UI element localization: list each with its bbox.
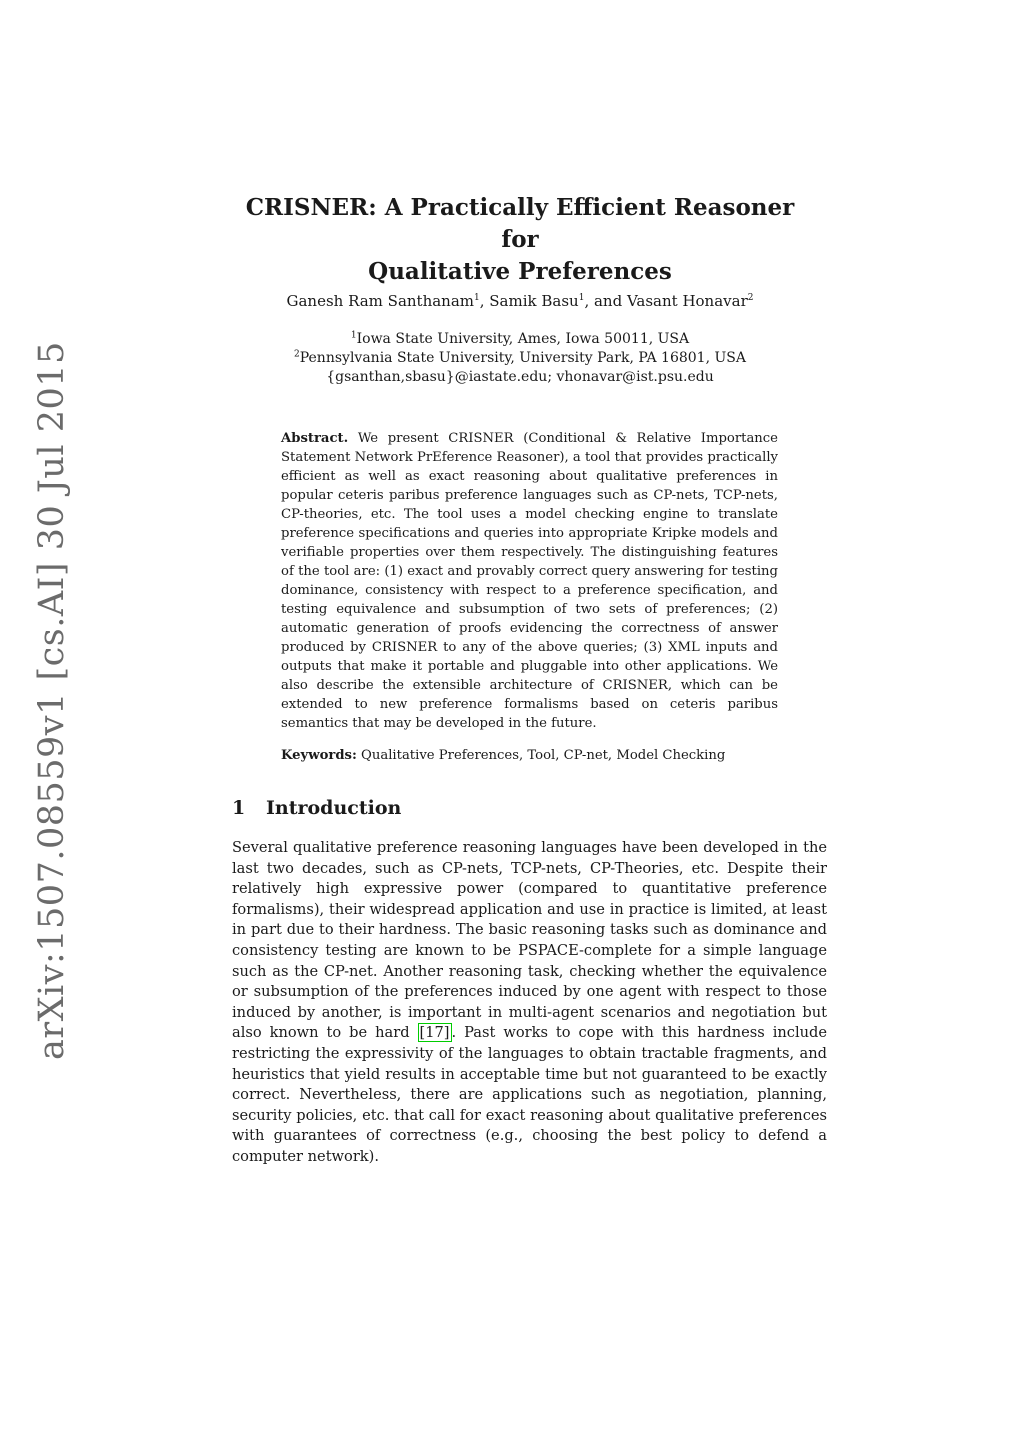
author-name: Samik Basu — [489, 292, 579, 310]
author-affil-mark: 2 — [747, 293, 754, 303]
affiliation-text: Iowa State University, Ames, Iowa 50011, USA — [356, 331, 690, 347]
citation-link[interactable]: [17] — [419, 1024, 450, 1042]
introduction-paragraph — [232, 838, 827, 1168]
author-name: Ganesh Ram Santhanam — [286, 292, 474, 310]
affiliation-line — [230, 330, 810, 349]
paper-title — [230, 192, 810, 288]
author-separator: , — [479, 292, 490, 310]
keywords — [281, 748, 778, 763]
affil-mark: 2 — [294, 349, 300, 360]
title-line-2: Qualitative Preferences — [368, 258, 672, 285]
affiliation-text: Pennsylvania State University, University Park, PA 16801, USA — [299, 350, 746, 366]
section-heading — [232, 797, 401, 819]
section-title: Introduction — [266, 797, 402, 819]
author-affil-mark: 1 — [474, 293, 480, 303]
keywords-text: Qualitative Preferences, Tool, CP-net, Model Checking — [361, 748, 726, 763]
keywords-label: Keywords: — [281, 748, 357, 763]
affiliations — [230, 330, 810, 387]
abstract — [281, 429, 778, 733]
title-line-1: CRISNER: A Practically Efficient Reasoner for — [245, 194, 795, 253]
author-list — [230, 292, 810, 310]
intro-text-part-1: Several qualitative preference reasoning languages have been developed in the last two decades, such as CP-nets, TCP-nets, CP-Theories, etc. Despite their relatively high expressive power (compared to quantitative preference formalisms), their widespread application and use in practice is limited, at least in part due to their hardness. The basic reasoning tasks such as dominance and consistency testing are known to be PSPACE-complete for a simple language such as the CP-net. Another reasoning task, checking whether the equivalence or subsumption of the preferences induced by one agent with respect to those induced by another, is important in multi-agent scenarios and negotiation but also known to be hard — [232, 839, 827, 1042]
author-emails: {gsanthan,sbasu}@iastate.edu; vhonavar@ist.psu.edu — [326, 369, 714, 385]
affiliation-line — [230, 349, 810, 368]
section-number: 1 — [232, 797, 246, 819]
author-separator: , and — [584, 292, 627, 310]
author-affil-mark: 1 — [578, 293, 585, 303]
intro-text-part-2: . Past works to cope with this hardness include restricting the expressivity of the languages to obtain tractable fragments, and heuristics that yield results in acceptable time but not guaranteed to be exactly correct. Nevertheless, there are applications such as negotiation, planning, security policies, etc. that call for exact reasoning about qualitative preferences with guarantees of correctness (e.g., choosing the best policy to defend a computer network). — [232, 1024, 827, 1165]
arxiv-identifier: arXiv:1507.08559v1 [cs.AI] 30 Jul 2015 — [32, 341, 72, 1060]
affil-mark: 1 — [350, 330, 357, 341]
author-name: Vasant Honavar — [626, 292, 748, 310]
abstract-label: Abstract. — [281, 431, 349, 446]
abstract-text: We present CRISNER (Conditional & Relative Importance Statement Network PrEference Reasoner), a tool that provides practically efficient as well as exact reasoning about qualitative preferences in popular ceteris paribus preference languages such as CP-nets, TCP-nets, CP-theories, etc. The tool uses a model checking engine to translate preference specifications and queries into appropriate Kripke models and verifiable properties over them respectively. The distinguishing features of the tool are: (1) exact and provably correct query answering for testing dominance, consistency with respect to a preference specification, and testing equivalence and subsumption of two sets of preferences; (2) automatic generation of proofs evidencing the correctness of answer produced by CRISNER to any of the above queries; (3) XML inputs and outputs that make it portable and pluggable into other applications. We also describe the extensible architecture of CRISNER, which can be extended to new preference formalisms based on ceteris paribus semantics that may be developed in the future. — [281, 431, 778, 731]
